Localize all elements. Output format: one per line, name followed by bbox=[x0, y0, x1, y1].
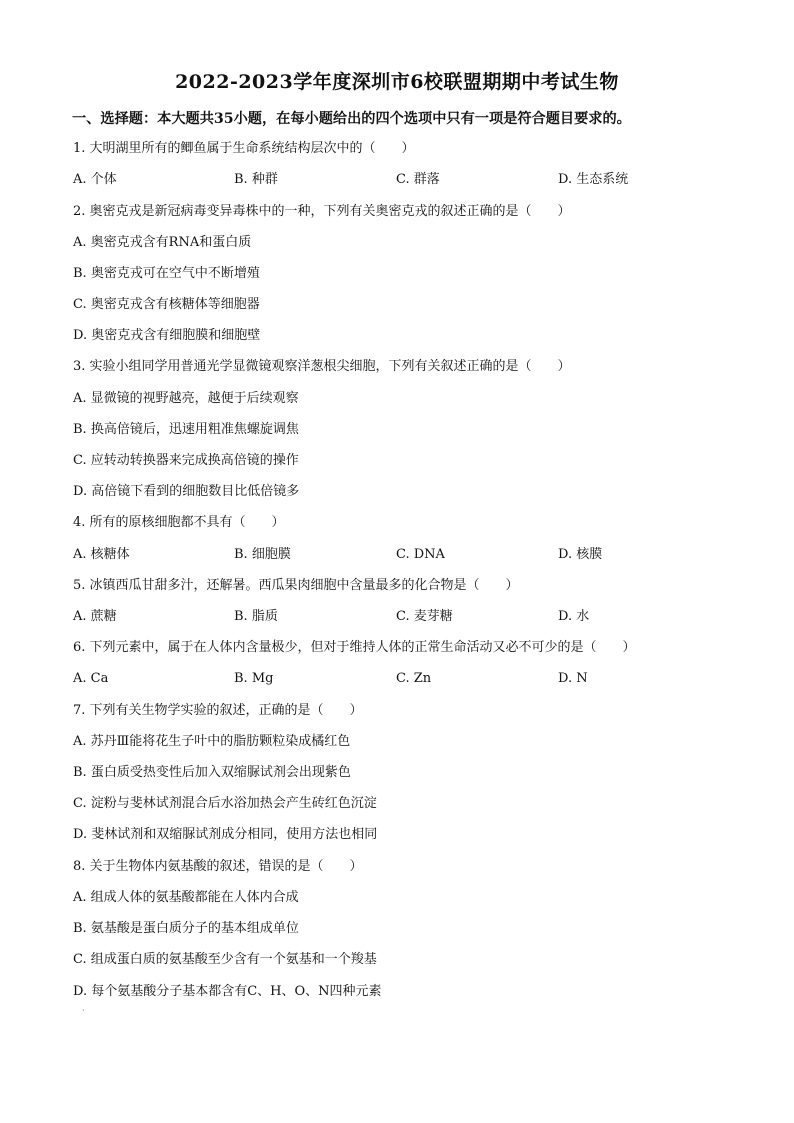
option-d: D. N bbox=[558, 671, 588, 686]
option-b: B. Mg bbox=[234, 671, 274, 686]
question-stem: 3. 实验小组同学用普通光学显微镜观察洋葱根尖细胞，下列有关叙述正确的是（ ） bbox=[73, 359, 571, 374]
question-stem: 7. 下列有关生物学实验的叙述，正确的是（ ） bbox=[73, 703, 363, 718]
option-b: B. 奥密克戎可在空气中不断增殖 bbox=[73, 266, 260, 281]
question-stem: 6. 下列元素中，属于在人体内含量极少，但对于维持人体的正常生命活动又必不可少的是（ ） bbox=[73, 640, 636, 655]
question-stem: 5. 冰镇西瓜甘甜多汁，还解暑。西瓜果肉细胞中含量最多的化合物是（ ） bbox=[73, 578, 519, 593]
option-d: D. 每个氨基酸分子基本都含有C、H、O、N四种元素 bbox=[73, 984, 382, 999]
option-a: A. 苏丹Ⅲ能将花生子叶中的脂肪颗粒染成橘红色 bbox=[73, 734, 351, 749]
section-heading: 一、选择题：本大题共35小题，在每小题给出的四个选项中只有一项是符合题目要求的。 bbox=[72, 111, 631, 127]
option-d: D. 高倍镜下看到的细胞数目比低倍镜多 bbox=[73, 484, 300, 499]
question-stem: 1. 大明湖里所有的鲫鱼属于生命系统结构层次中的（ ） bbox=[73, 141, 415, 156]
option-b: B. 蛋白质受热变性后加入双缩脲试剂会出现紫色 bbox=[73, 765, 351, 780]
option-b: B. 细胞膜 bbox=[234, 547, 291, 562]
option-d: D. 生态系统 bbox=[558, 172, 629, 187]
option-c: C. DNA bbox=[396, 547, 445, 562]
option-a: A. 个体 bbox=[73, 172, 117, 187]
question-stem: 4. 所有的原核细胞都不具有（ ） bbox=[73, 515, 285, 530]
option-c: C. 麦芽糖 bbox=[396, 609, 453, 624]
option-a: A. 蔗糖 bbox=[73, 609, 117, 624]
question-stem: 8. 关于生物体内氨基酸的叙述，错误的是（ ） bbox=[73, 859, 363, 874]
page-title: 2022-2023学年度深圳市6校联盟期期中考试生物 bbox=[175, 71, 619, 93]
option-d: D. 奥密克戎含有细胞膜和细胞壁 bbox=[73, 328, 261, 343]
option-c: C. Zn bbox=[396, 671, 432, 686]
option-a: A. 显微镜的视野越亮，越便于后续观察 bbox=[73, 391, 299, 406]
option-d: D. 核膜 bbox=[558, 547, 603, 562]
option-c: C. 组成蛋白质的氨基酸至少含有一个氨基和一个羧基 bbox=[73, 952, 377, 967]
option-b: B. 换高倍镜后，迅速用粗准焦螺旋调焦 bbox=[73, 422, 299, 437]
option-a: A. 核糖体 bbox=[73, 547, 130, 562]
option-c: C. 群落 bbox=[396, 172, 440, 187]
option-d: D. 水 bbox=[558, 609, 590, 624]
option-a: A. 组成人体的氨基酸都能在人体内合成 bbox=[73, 890, 299, 905]
stray-mark: · bbox=[82, 1006, 85, 1015]
option-d: D. 斐林试剂和双缩脲试剂成分相同，使用方法也相同 bbox=[73, 827, 378, 842]
option-c: C. 应转动转换器来完成换高倍镜的操作 bbox=[73, 453, 299, 468]
option-c: C. 淀粉与斐林试剂混合后水浴加热会产生砖红色沉淀 bbox=[73, 796, 377, 811]
option-a: A. Ca bbox=[73, 671, 109, 686]
question-stem: 2. 奥密克戎是新冠病毒变异毒株中的一种，下列有关奥密克戎的叙述正确的是（ ） bbox=[73, 204, 571, 219]
option-a: A. 奥密克戎含有RNA和蛋白质 bbox=[73, 235, 252, 250]
option-b: B. 种群 bbox=[234, 172, 278, 187]
option-b: B. 氨基酸是蛋白质分子的基本组成单位 bbox=[73, 921, 299, 936]
option-c: C. 奥密克戎含有核糖体等细胞器 bbox=[73, 297, 260, 312]
option-b: B. 脂质 bbox=[234, 609, 278, 624]
